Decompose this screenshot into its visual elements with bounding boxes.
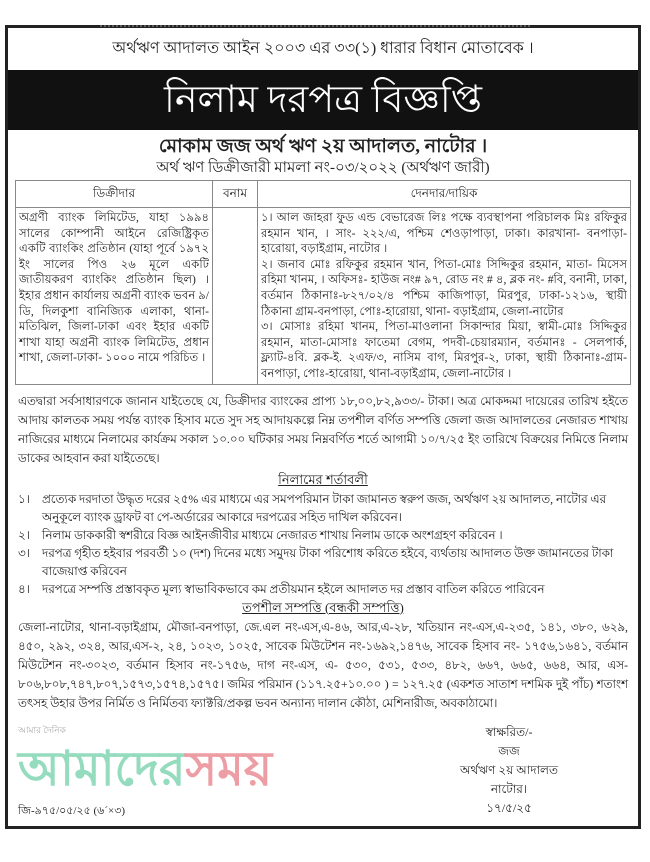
newspaper-watermark — [18, 742, 272, 798]
auction-notice — [5, 25, 641, 829]
signature-line: নাটোর। — [490, 782, 528, 796]
condition-number: ২। — [18, 527, 30, 542]
signature-date: ১৭/৫/২৫ — [486, 801, 532, 815]
notice-footer — [8, 713, 638, 826]
condition-item — [18, 544, 628, 580]
debtors-cell — [258, 208, 631, 385]
debtor-item: ১। আল জাহরা ফুড এন্ড বেভারেজ লিঃ পক্ষে ব্যবস্থাপনা পরিচালক মিঃ রফিকুর রহমান খান, । সাং- ২২২/এ, পশ্চিম শেওড়াপাড়া, ঢাকা। কারখানা- বনপাড়া-হারোয়া, বড়াইগ্রাম, নাটোর । — [261, 211, 627, 256]
table-header-row — [16, 181, 631, 208]
condition-item — [18, 490, 628, 526]
debtor-item: ৩। মোসাঃ রহিমা খানম, পিতা-মাওলানা সিকান্দার মিয়া, স্বামী-মোঃ সিদ্দিকুর রহমান, মাতা-মোসাঃ ফাতেমা বেগম, পদবী-চেয়ারম্যান, বর্তমানঃ - সেলপার্ক, ফ্ল্যাট-৪বি. ব্লক-ই. ২এফ/৩, নাসিম বাগ, মিরপুর-২, ঢাকা, স্থায়ী ঠিকানাঃ-গ্রাম- বনপাড়া, পোঃ-হারোয়া, থানা-বড়াইগ্রাম, জেলা-নাটোর । — [261, 320, 627, 380]
footer-left — [18, 724, 272, 818]
condition-text: প্রত্যেক দরদাতা উদ্ধৃত দরের ২৫% এর মাধ্যমে এর সমপপরিমান টাকা জামানত স্বরুপ জজ, অর্থঋণ ২য় আদালত, নাটোর এর অনুকূলে ব্যাংক ড্রাফট বা পে-অর্ডারের আকারে দরপত্রের সহিত দাখিল করিবেন। — [42, 491, 607, 524]
conditions-heading: নিলামের শর্তাবলী — [278, 471, 368, 487]
header-versus: বনাম — [213, 181, 258, 208]
signature-block — [460, 723, 558, 818]
decree-holder-cell: অগ্রণী ব্যাংক লিমিটেড, যাহা ১৯৯৪ সালের কোম্পানী আইনে রেজিষ্ট্রিকৃত একটি ব্যাংকিং প্রতিষ্ঠান (যাহা পূর্বে ১৯৭২ ইং সালের পিও ২৬ মূলে একটি জাতীয়করণ ব্যাংকিং প্রতিষ্ঠান ছিল) । ইহার প্রধান কার্যালয় অগ্রনী ব্যাংক ভবন ৯/ডি, দিলকুশা বানিজ্যিক এলাকা, থানা-মতিঝিল, জিলা-ঢাকা এবং ইহার একটি শাখা যাহা অগ্রনী ব্যাংক লিমিটেড, প্রধান শাখা, জেলা-ঢাকা- ১০০০ নামে পরিচিত । — [16, 208, 213, 385]
legal-basis-line: অর্থঋণ আদালত আইন ২০০৩ এর ৩৩(১) ধারার বিধান মোতাবেক । — [112, 40, 534, 57]
watermark-part2: সময় — [185, 743, 273, 796]
court-name: মোকাম জজ অর্থ ঋণ ২য় আদালত, নাটোর । — [158, 136, 488, 157]
condition-number: ৩। — [18, 545, 30, 560]
watermark-small: আমার দৈনিক — [18, 725, 66, 735]
condition-item — [18, 580, 628, 598]
condition-number: ৪। — [18, 581, 30, 596]
header-decree-holder: ডিক্রীদার — [16, 181, 213, 208]
notice-title: নিলাম দরপত্র বিজ্ঞপ্তি — [8, 70, 638, 130]
versus-cell — [213, 208, 258, 385]
condition-text: নিলাম ডাককারী স্বশরীরে বিজ্ঞ আইনজীবীর মাধ্যমে নেজারত শাখায় নিলাম ডাকে অংশগ্রহণ করিবেন । — [42, 527, 503, 542]
cropped-previous-text — [100, 25, 530, 31]
parties-table — [15, 180, 631, 385]
schedule-heading: তপশীল সম্পত্তি (বন্ধকী সম্পত্তি) — [242, 599, 404, 615]
condition-item — [18, 526, 628, 544]
watermark-part1: আমাদের — [18, 743, 186, 796]
debtor-item: ২। জনাব মোঃ রফিকুর রহমান খান, পিতা-মোঃ সিদ্দিকুর রহমান, মাতা- মিসেস রহিমা খানম, । অফিসঃ- হাউজ নং# ৯৭, রোড নং # ৪, ব্লক নং- #বি, বনানী, ঢাকা, বর্তমান ঠিকানাঃ-৮২৭/০২/৪ পশ্চিম কাজিপাড়া, মিরপুর, ঢাকা-১২১৬, স্থায়ী ঠিকানা গ্রাম-বনপাড়া, পোঃ-হারোয়া, থানা- বড়াইগ্রাম, জেলা-নাটোর — [261, 257, 627, 318]
conditions-list — [18, 490, 628, 598]
schedule-text: জেলা-নাটোর, থানা-বড়াইগ্রাম, মৌজা-বনপাড়া, জে.এল নং-এস,এ-৪৬, আর,এ-২৮, খতিয়ান নং-এস,এ-২৩৫, ১৪১, ৩৮০, ৬২৯, ৪৫০, ২৯২, ৩২৪, আর,এস-২, ২৪, ১০২৩, ১০২৫, সাবেক মিউটেশন নং-১৬৯২,১৪৭৬, সাবেক হিসাব নং- ১৭৫৬,১৬৪১, বর্তমান মিউটেশন নং-৩০২৩, বর্তমান হিসাব নং-১৭৫৬, দাগ নং-এস, এ- ৫৩০, ৫৩১, ৫৩৩, ৪৮২, ৬৬৭, ৬৬৫, ৬৬৪, আর, এস- ৮০৬,৮০৮,৭৪৭,৮০৭,১৫৭৩,১৫৭৪,১৫৭৫। জমির পরিমান (১১৭.২৫+১০.০০ ) = ১২৭.২৫ (একশত সাতাশ দশমিক দুই পাঁচ) শতাংশ তৎসহ উহার উপর নির্মিত ও নির্মিতব্য ফ্যাক্টরি/প্রকল্প ভবন অন্যান্য দালান কৌঠা, মেশিনারীজ, অবকাঠামো। — [18, 619, 628, 710]
case-number: অর্থ ঋণ ডিক্রীজারী মামলা নং-০৩/২০২২ (অর্থঋণ জারী) — [156, 160, 490, 176]
signature-line: জজ — [498, 744, 520, 758]
announcement-paragraph: এতদ্বারা সর্বসাধারণকে জানান যাইতেছে যে, ডিক্রীদার ব্যাংকের প্রাপ্য ১৮,০০,৮২,৯৩৩/- টাকা। অত্র মোকদ্দমা দায়েরের তারিখ হইতে আদায় কালতক সময় পর্যন্ত ব্যাংক হিসাব মতে সুদ সহ আদায়কল্পে নিম্ন তপশীল বর্ণিত সম্পত্তি জেলা জজ আদালতের নেজারত শাখায় নাজিরের মাধ্যমে নিলামের কার্যক্রম সকাল ১০.০০ ঘটিকার সময় নিম্নবর্ণিত শর্তে আগামী ১০/৭/২৫ ইং তারিখে বিক্রয়ের নিমিত্তে নিলাম ডাকের আহবান করা যাইতেছে। — [18, 393, 628, 465]
signature-line: অর্থঋণ ২য় আদালত — [460, 763, 558, 777]
signature-line: স্বাক্ষরিত/- — [485, 725, 533, 739]
condition-text: দরপত্র গৃহীত হইবার পরবর্তী ১০ (দশ) দিনের মধ্যে সমুদয় টাকা পরিশোধ করিতে হইবে, ব্যর্থতায় আদালত উক্ত জামানতের টাকা বাজেয়াপ্ত করিবেন — [42, 545, 614, 578]
header-debtors: দেনদার/দায়িক — [258, 181, 631, 208]
condition-number: ১। — [18, 491, 30, 506]
table-row — [16, 208, 631, 385]
reference-code: জি-৯৭৫/০৫/২৫ (৬´×৩) — [18, 805, 126, 817]
condition-text: দরপত্রে সম্পত্তি প্রস্তাবকৃত মূল্য স্বাভাবিকভাবে কম প্রতীয়মান হইলে আদালত দর প্রস্তাব বাতিল করিতে পারিবেন — [42, 581, 545, 596]
